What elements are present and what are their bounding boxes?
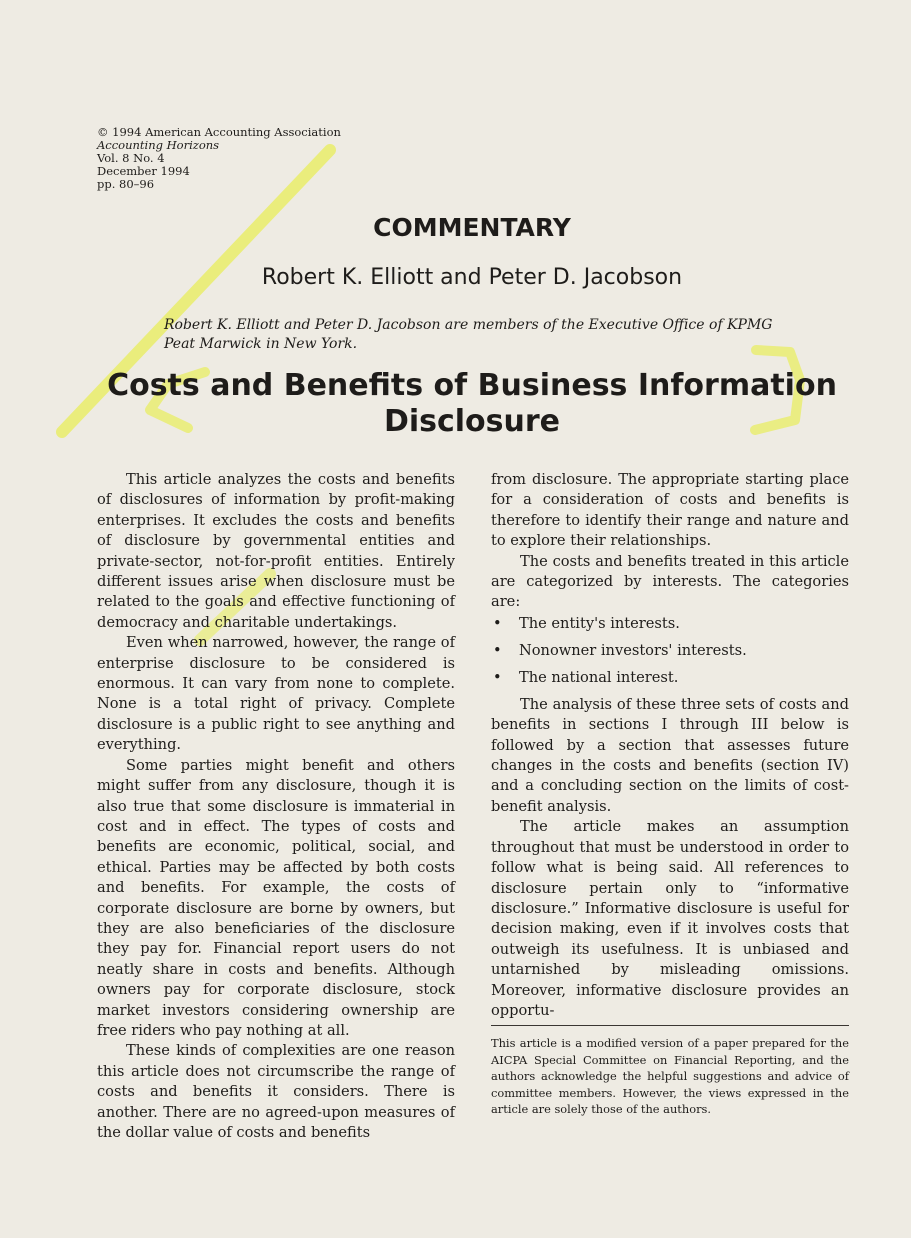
footnote-divider	[491, 1025, 849, 1026]
body-paragraph: The costs and benefits treated in this article are categorized by interests. The categories are:	[491, 552, 849, 611]
body-paragraph: The analysis of these three sets of costs and benefits in sections I through III below is followed by a section that assesses future changes in the costs and benefits (section IV) and a concluding section on the limits of cost-benefit analysis.	[491, 695, 849, 815]
category-list	[491, 614, 849, 688]
volume-line: Vol. 8 No. 4	[97, 151, 165, 165]
body-paragraph: Even when narrowed, however, the range of enterprise disclosure to be considered is enormous. It can vary from none to complete. None is a total right of privacy. Complete disclosure is a public right to see anything and everything.	[97, 634, 455, 754]
body-paragraph: This article analyzes the costs and benefits of disclosures of information by profit-making enterprises. It excludes the costs and benefits of disclosure by governmental entities and private-sector, not-for-profit entities. Entirely different issues arise when disclosure must be related to the goals and effective functioning of democracy and charitable undertakings.	[97, 471, 455, 631]
footnote: This article is a modified version of a paper prepared for the AICPA Special Committee on Financial Reporting, and the authors acknowledge the helpful suggestions and advice of committee members. However, the views expressed in the article are solely those of the authors.	[491, 1036, 849, 1116]
body-paragraph: from disclosure. The appropriate starting place for a consideration of costs and benefits is therefore to identify their range and nature and to explore their relationships.	[491, 471, 849, 550]
list-item: • Nonowner investors' interests.	[491, 641, 849, 661]
body-paragraph: Some parties might benefit and others might suffer from any disclosure, though it is also true that some disclosure is immaterial in cost and in effect. The types of costs and benefits are economic, political, social, and ethical. Parties may be affected by both costs and benefits. For example, the costs of corporate disclosure are borne by owners, but they are also beneficiaries of the disclosure they pay for. Financial report users do not neatly share in costs and benefits. Although owners pay for corporate disclosure, stock market investors considering ownership are free riders who pay nothing at all.	[97, 756, 455, 1039]
list-item: • The national interest.	[491, 668, 849, 688]
body-paragraph: These kinds of complexities are one reason this article does not circumscribe the range of costs and benefits it considers. There is another. There are no agreed-upon measures of the dollar value of costs and benefits	[97, 1042, 455, 1141]
list-item: • The entity's interests.	[491, 614, 849, 634]
article-title-line-1: Costs and Benefits of Business Information	[107, 368, 837, 403]
body-right-column	[491, 470, 849, 1021]
page-range: pp. 80–96	[97, 177, 155, 191]
article-title	[0, 368, 911, 440]
author-affiliation: Robert K. Elliott and Peter D. Jacobson are members of the Executive Office of KPMG Peat Marwick in New York.	[164, 317, 773, 352]
bullet-glyph: •	[493, 641, 502, 659]
publication-info	[97, 126, 341, 191]
bullet-glyph: •	[493, 614, 502, 632]
article-title-line-2: Disclosure	[383, 404, 561, 439]
section-heading: COMMENTARY	[373, 213, 571, 242]
journal-name: Accounting Horizons	[97, 138, 220, 152]
body-paragraph: The article makes an assumption throughout that must be understood in order to follow what is being said. All references to disclosure pertain only to “informative disclosure.” Informative disclosure is useful for decision making, even if it involves costs that outweigh its usefulness. It is unbiased and untarnished by misleading omissions. Moreover, informative disclosure provides an opportu-	[491, 818, 849, 1019]
issue-date: December 1994	[97, 164, 190, 178]
copyright-line: © 1994 American Accounting Association	[97, 125, 341, 139]
bullet-glyph: •	[493, 668, 502, 686]
body-left-column	[97, 470, 455, 1143]
author-byline: Robert K. Elliott and Peter D. Jacobson	[261, 265, 683, 290]
